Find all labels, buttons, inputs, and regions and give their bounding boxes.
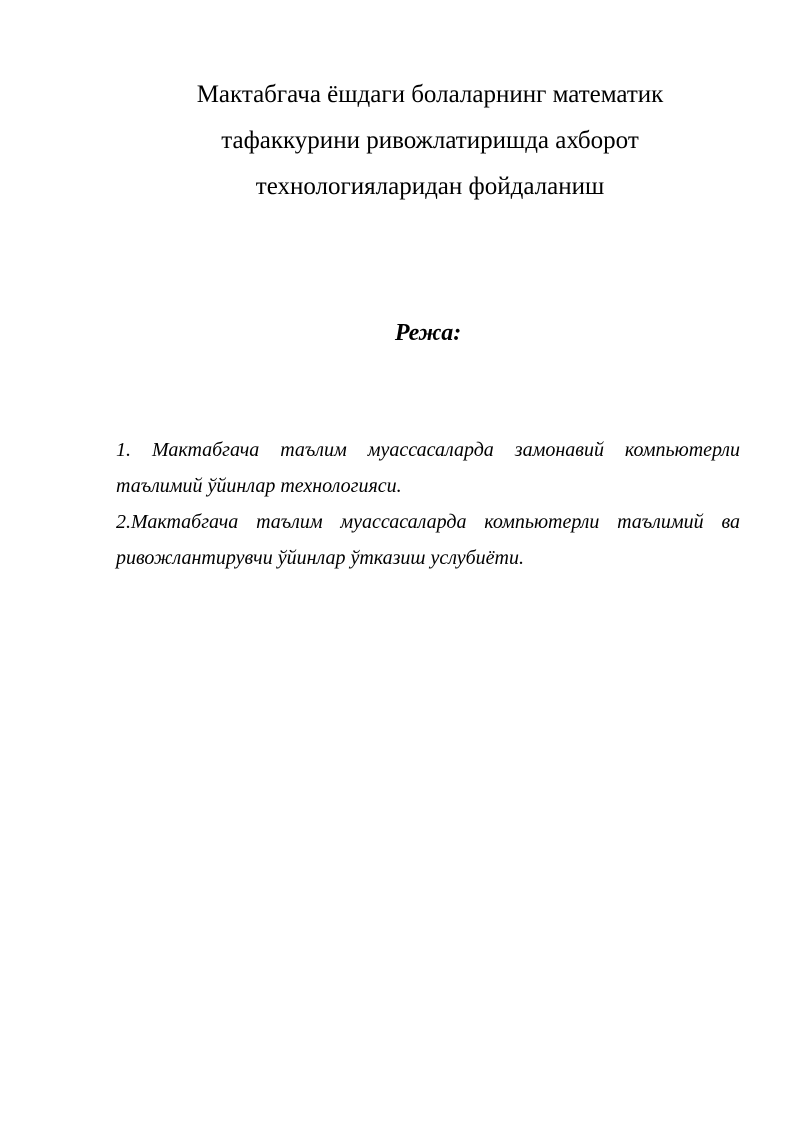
title-line: Мактабгача ёшдаги болаларнинг математик <box>196 81 664 108</box>
plan-item-line: 1. Мактабгача таълим муассасаларда замонавий компьютерли <box>116 439 740 461</box>
plan-item <box>116 432 740 504</box>
plan-item-line: ривожлантирувчи ўйинлар ўтказиш услубиёти. <box>116 547 524 569</box>
plan-list <box>116 432 740 576</box>
plan-item-line: таълимий ўйинлар технологияси. <box>116 475 402 497</box>
plan-heading: Режа: <box>394 320 462 346</box>
plan-item <box>116 504 740 576</box>
title-line: тафаккурини ривожлатиришда ахборот <box>221 127 639 154</box>
title-line: технологияларидан фойдаланиш <box>255 173 605 200</box>
document-title <box>120 72 740 210</box>
plan-item-line: 2.Мактабгача таълим муассасаларда компьютерли таълимий ва <box>116 511 740 533</box>
